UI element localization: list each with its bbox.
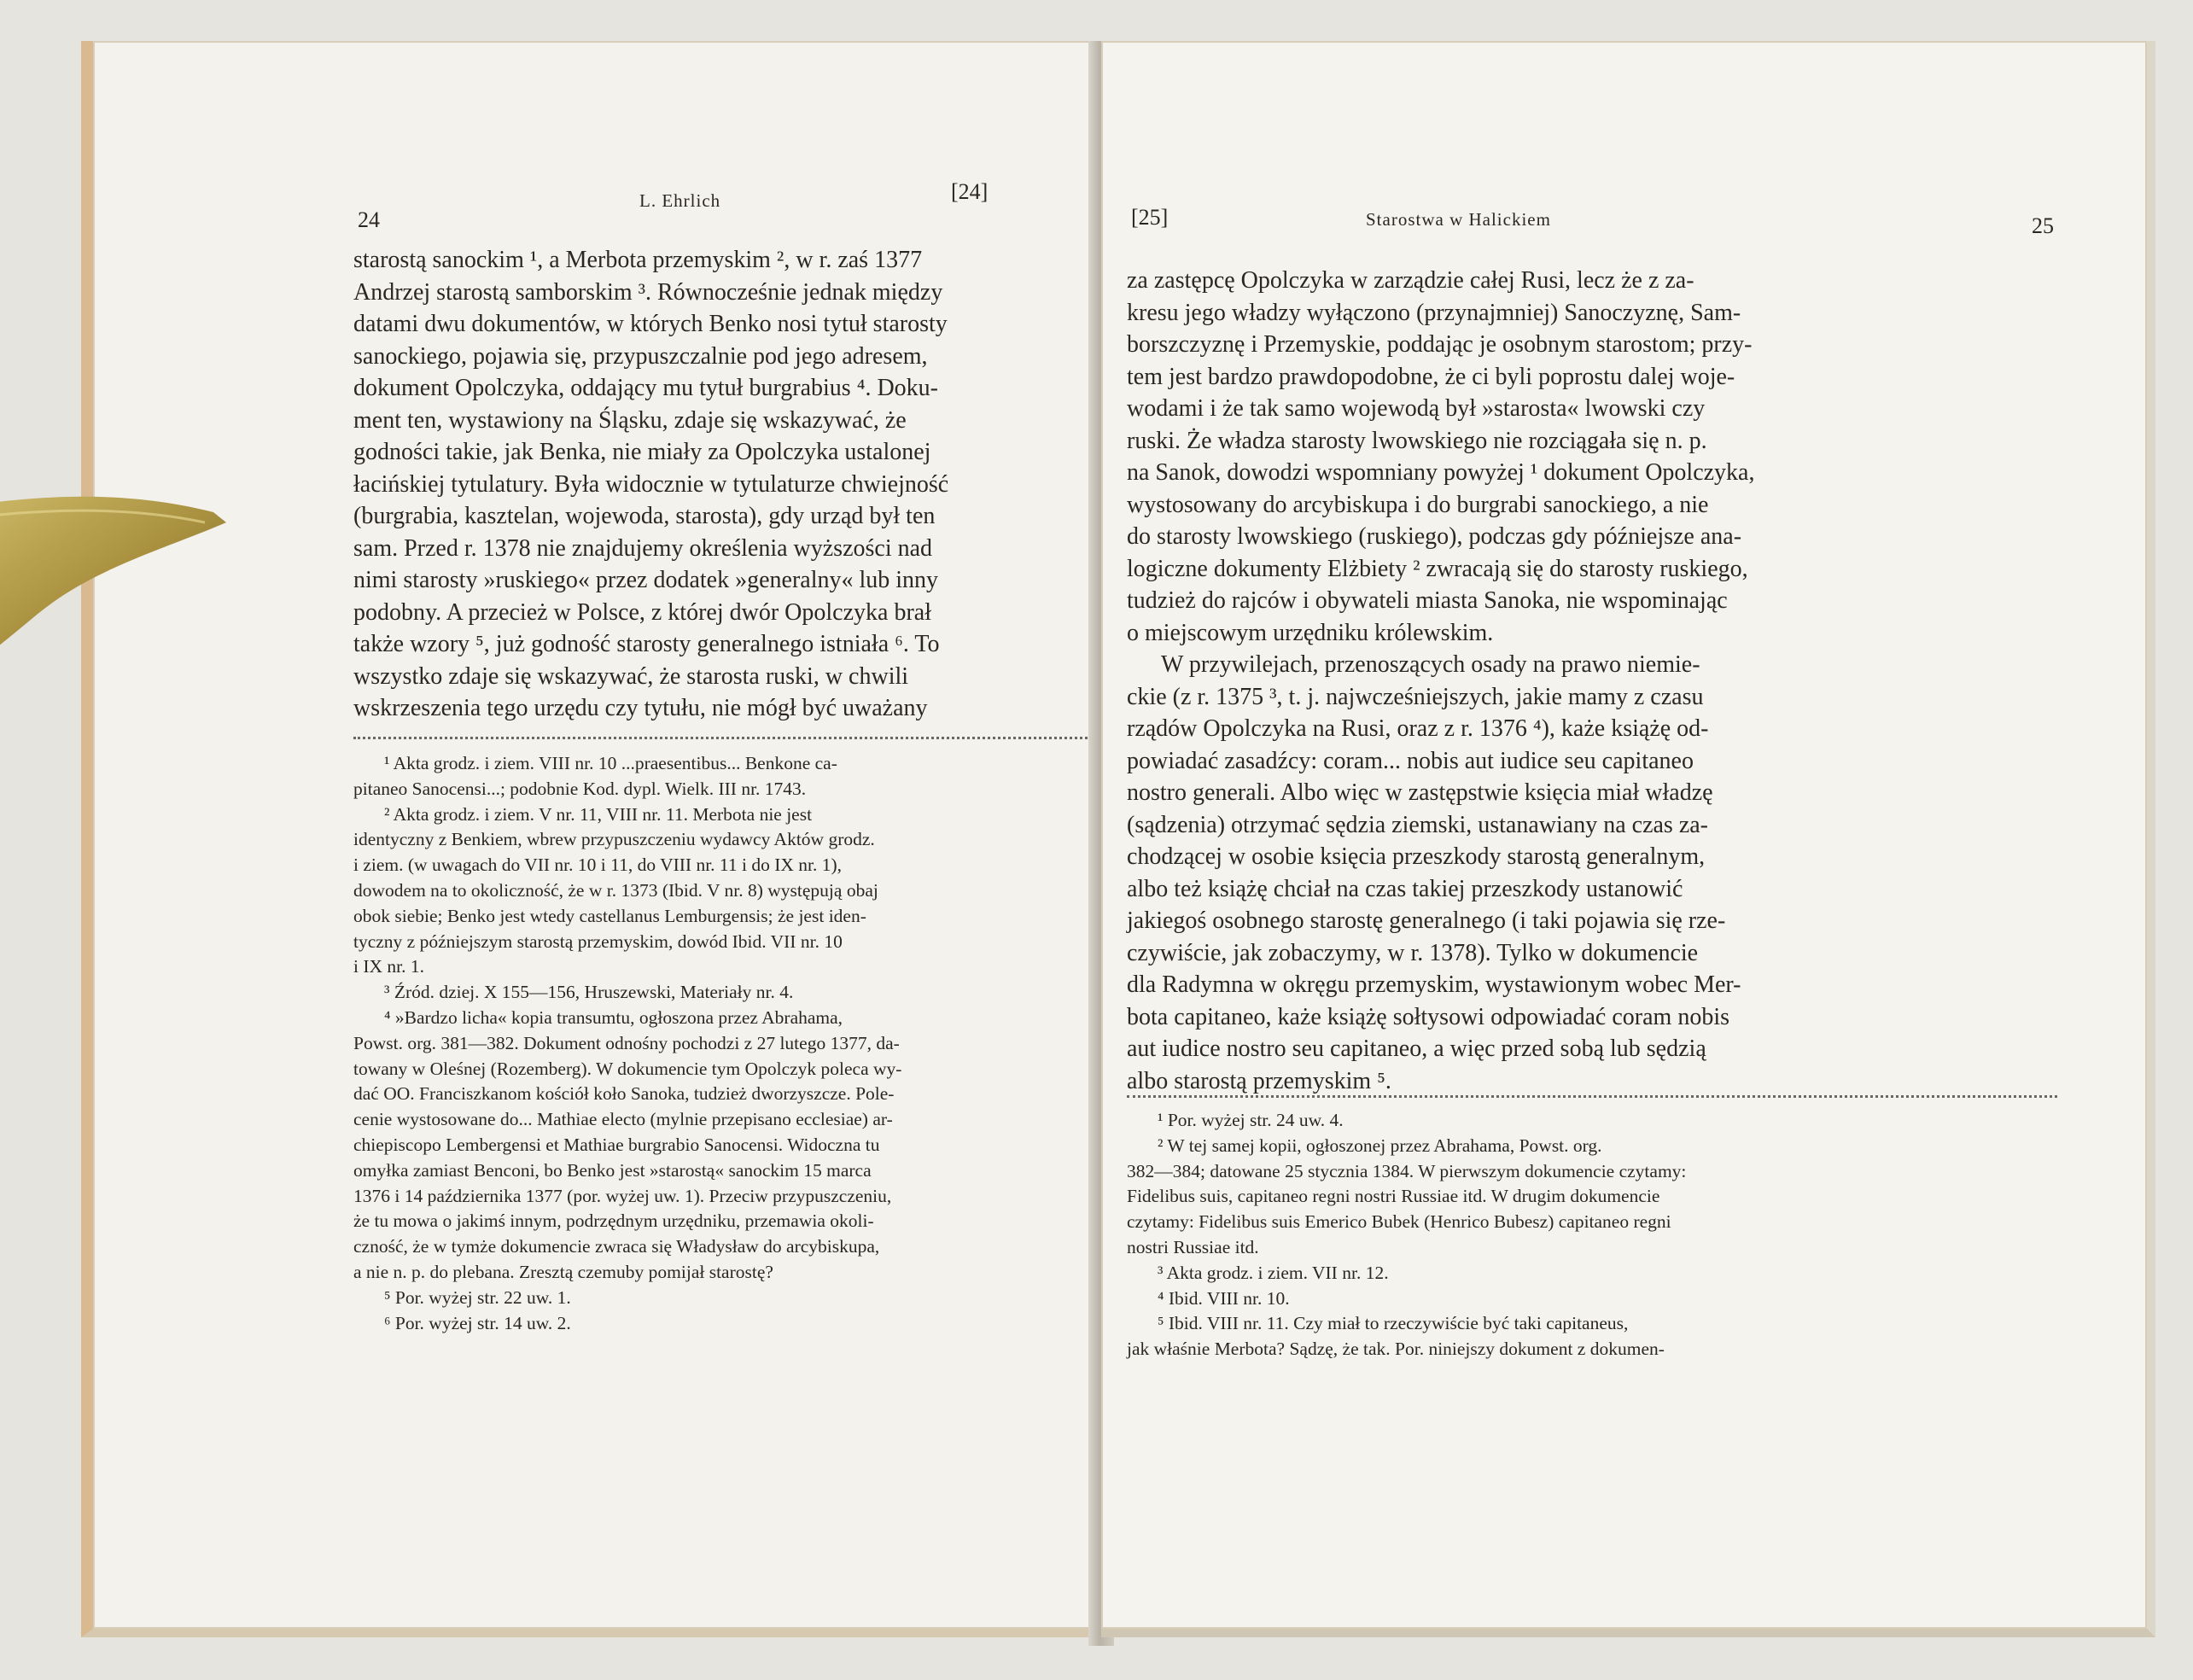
footnote-line: ⁶ Por. wyżej str. 14 uw. 2. [384, 1312, 571, 1333]
body-line: powiadać zasadźcy: coram... nobis aut iudice seu capitaneo [1127, 747, 1694, 774]
footnote-line: jak właśnie Merbota? Sądzę, że tak. Por. niniejszy dokument z dokumen- [1127, 1339, 1665, 1360]
body-line: (sądzenia) otrzymać sędzia ziemski, ustanawiany na czas za- [1127, 811, 1708, 838]
left-page-number: 24 [358, 207, 380, 232]
body-line: dokument Opolczyka, oddający mu tytuł burgrabius ⁴. Doku- [353, 375, 939, 401]
left-page [81, 41, 1105, 1637]
footnote-line: czytamy: Fidelibus suis Emerico Bubek (Henrico Bubesz) capitaneo regni [1127, 1211, 1671, 1233]
body-line: borszczyznę i Przemyskie, poddając je osobnym starostom; przy- [1127, 331, 1753, 358]
body-line: starostą sanockim ¹, a Merbota przemyskim ², w r. zaś 1377 [353, 247, 923, 273]
footnote-line: ³ Akta grodz. i ziem. VII nr. 12. [1158, 1262, 1389, 1283]
footnote-line: ⁴ Ibid. VIII nr. 10. [1158, 1287, 1290, 1309]
body-line: datami dwu dokumentów, w których Benko nosi tytuł starosty [353, 311, 948, 337]
right-footnotes [1127, 1108, 2057, 1362]
footnote-line: towany w Oleśnej (Rozemberg). W dokumencie tym Opolczyk poleca wy- [353, 1058, 902, 1079]
body-line: jakiegoś osobnego starostę generalnego (i taki pojawia się rze- [1127, 907, 1726, 934]
left-bracket-number: [24] [951, 179, 989, 204]
footnote-line: a nie n. p. do plebana. Zresztą czemuby pomijał starostę? [353, 1261, 773, 1282]
bookmark-clip [0, 487, 239, 666]
right-page [1101, 41, 2155, 1637]
body-line: godności takie, jak Benka, nie miały za Opolczyka ustalonej [353, 439, 931, 465]
body-line: (burgrabia, kasztelan, wojewoda, starosta), gdy urząd był ten [353, 503, 936, 529]
body-line: za zastępcę Opolczyka w zarządzie całej Rusi, lecz że z za- [1127, 267, 1694, 294]
footnote-line: ³ Źród. dziej. X 155—156, Hruszewski, Materiały nr. 4. [384, 982, 794, 1003]
body-line: wskrzeszenia tego urzędu czy tytułu, nie mógł być uważany [353, 695, 928, 721]
footnote-line: ² W tej samej kopii, ogłoszonej przez Abrahama, Powst. org. [1158, 1135, 1602, 1156]
left-footnotes [353, 751, 1088, 1336]
body-line: o miejscowym urzędniku królewskim. [1127, 619, 1494, 646]
body-line: na Sanok, dowodzi wspomniany powyżej ¹ dokument Opolczyka, [1127, 459, 1755, 486]
body-line: wystosowany do arcybiskupa i do burgrabi sanockiego, a nie [1127, 491, 1709, 518]
footnote-line: ⁵ Por. wyżej str. 22 uw. 1. [384, 1286, 571, 1308]
body-line: sam. Przed r. 1378 nie znajdujemy określenia wyższości nad [353, 534, 933, 562]
footnote-line: i IX nr. 1. [353, 956, 425, 977]
footnote-line: Powst. org. 381—382. Dokument odnośny pochodzi z 27 lutego 1377, da- [353, 1032, 900, 1053]
body-line: Andrzej starostą samborskim ³. Równocześnie jednak między [353, 278, 943, 306]
right-bracket-number: [25] [1131, 205, 1169, 230]
body-line: logiczne dokumenty Elżbiety ² zwracają się do starosty ruskiego, [1127, 555, 1748, 582]
right-running-head: Starostwa w Halickiem [1366, 209, 1551, 230]
footnote-divider [1127, 1095, 2057, 1098]
body-line: albo też książę chciał na czas takiej przeszkody ustanowić [1127, 875, 1683, 902]
body-line: ruski. Że władza starosty lwowskiego nie rozciągała się n. p. [1127, 427, 1707, 454]
body-line: wodami i że tak samo wojewodą był »starosta« lwowski czy [1127, 395, 1706, 422]
left-body-text [353, 244, 1088, 725]
body-line: ment ten, wystawiony na Śląsku, zdaje się wskazywać, że [353, 406, 907, 434]
right-page-number: 25 [2032, 213, 2054, 238]
footnote-line: ² Akta grodz. i ziem. V nr. 11, VIII nr. 11. Merbota nie jest [384, 803, 813, 825]
open-book [81, 41, 2147, 1646]
footnote-line: i ziem. (w uwagach do VII nr. 10 i 11, do VIII nr. 11 i do IX nr. 1), [353, 855, 843, 876]
footnote-line: pitaneo Sanocensi...; podobnie Kod. dypl. Wielk. III nr. 1743. [353, 778, 807, 799]
body-line: sanockiego, pojawia się, przypuszczalnie pod jego adresem, [353, 342, 928, 370]
footnote-divider [353, 737, 1088, 739]
body-line: rządów Opolczyka na Rusi, oraz z r. 1376 ⁴), każe książę od- [1127, 715, 1709, 742]
body-line: kresu jego władzy wyłączono (przynajmniej) Sanoczyznę, Sam- [1127, 299, 1741, 326]
body-line: czywiście, jak zobaczymy, w r. 1378). Tylko w dokumencie [1127, 939, 1699, 966]
footnote-line: Fidelibus suis, capitaneo regni nostri Russiae itd. W drugim dokumencie [1127, 1186, 1660, 1207]
footnote-line: ¹ Por. wyżej str. 24 uw. 4. [1158, 1110, 1344, 1130]
footnote-line: tyczny z późniejszym starostą przemyskim, dowód Ibid. VII nr. 10 [353, 930, 843, 952]
body-line: W przywilejach, przenoszących osady na prawo niemie- [1161, 651, 1700, 678]
body-line: nimi starosty »ruskiego« przez dodatek »generalny« lub inny [353, 567, 939, 593]
footnote-line: ¹ Akta grodz. i ziem. VIII nr. 10 ...praesentibus... Benkone ca- [384, 753, 837, 773]
body-line: nostro generali. Albo więc w zastępstwie księcia miał władzę [1127, 779, 1713, 806]
body-line: także wzory ⁵, już godność starosty generalnego istniała ⁶. To [353, 631, 940, 657]
footnote-line: cenie wystosowane do... Mathiae electo (mylnie przepisano ecclesiae) ar- [353, 1109, 893, 1130]
footnote-line: omyłka zamiast Benconi, bo Benko jest »starostą« sanockim 15 marca [353, 1159, 872, 1181]
right-body-text [1127, 265, 2057, 1097]
body-line: łacińskiej tytulatury. Była widocznie w tytulaturze chwiejność [353, 470, 949, 498]
left-running-head: L. Ehrlich [639, 190, 721, 211]
body-line: podobny. A przecież w Polsce, z której dwór Opolczyka brał [353, 598, 931, 626]
footnote-line: nostri Russiae itd. [1127, 1236, 1259, 1257]
body-line: ckie (z r. 1375 ³, t. j. najwcześniejszych, jakie mamy z czasu [1127, 683, 1704, 710]
footnote-line: 382—384; datowane 25 stycznia 1384. W pierwszym dokumencie czytamy: [1127, 1160, 1687, 1181]
body-line: aut iudice nostro seu capitaneo, a więc przed sobą lub sędzią [1127, 1035, 1706, 1062]
footnote-line: dać OO. Franciszkanom kościół koło Sanoka, tudzież dworzyszcze. Pole- [353, 1083, 895, 1105]
footnote-line: że tu mowa o jakimś innym, podrzędnym urzędniku, przemawia okoli- [353, 1210, 874, 1232]
body-line: tudzież do rajców i obywateli miasta Sanoka, nie wspominając [1127, 587, 1728, 614]
body-line: chodzącej w osobie księcia przeszkody starostą generalnym, [1127, 843, 1706, 870]
body-line: wszystko zdaje się wskazywać, że starosta ruski, w chwili [353, 662, 909, 690]
body-line: tem jest bardzo prawdopodobne, że ci byli poprostu dalej woje- [1127, 363, 1735, 390]
footnote-line: identyczny z Benkiem, wbrew przypuszczeniu wydawcy Aktów grodz. [353, 829, 875, 850]
body-line: do starosty lwowskiego (ruskiego), podczas gdy późniejsze ana- [1127, 523, 1742, 550]
footnote-line: ⁴ »Bardzo licha« kopia transumtu, ogłoszona przez Abrahama, [384, 1006, 843, 1028]
footnote-line: chiepiscopo Lembergensi et Mathiae burgrabio Sanocensi. Widoczna tu [353, 1134, 880, 1155]
body-line: dla Radymna w okręgu przemyskim, wystawionym wobec Mer- [1127, 971, 1741, 998]
footnote-line: czność, że w tymże dokumencie zwraca się Władysław do arcybiskupa, [353, 1236, 880, 1257]
footnote-line: dowodem na to okoliczność, że w r. 1373 (Ibid. V nr. 8) występują obaj [353, 879, 878, 901]
body-line: bota capitaneo, każe książę sołtysowi odpowiadać coram nobis [1127, 1003, 1729, 1030]
body-line: albo starostą przemyskim ⁵. [1127, 1067, 1391, 1094]
footnote-line: obok siebie; Benko jest wtedy castellanus Lemburgensis; że jest iden- [353, 905, 866, 926]
footnote-line: 1376 i 14 października 1377 (por. wyżej uw. 1). Przeciw przypuszczeniu, [353, 1185, 892, 1206]
footnote-line: ⁵ Ibid. VIII nr. 11. Czy miał to rzeczywiście być taki capitaneus, [1158, 1313, 1629, 1334]
